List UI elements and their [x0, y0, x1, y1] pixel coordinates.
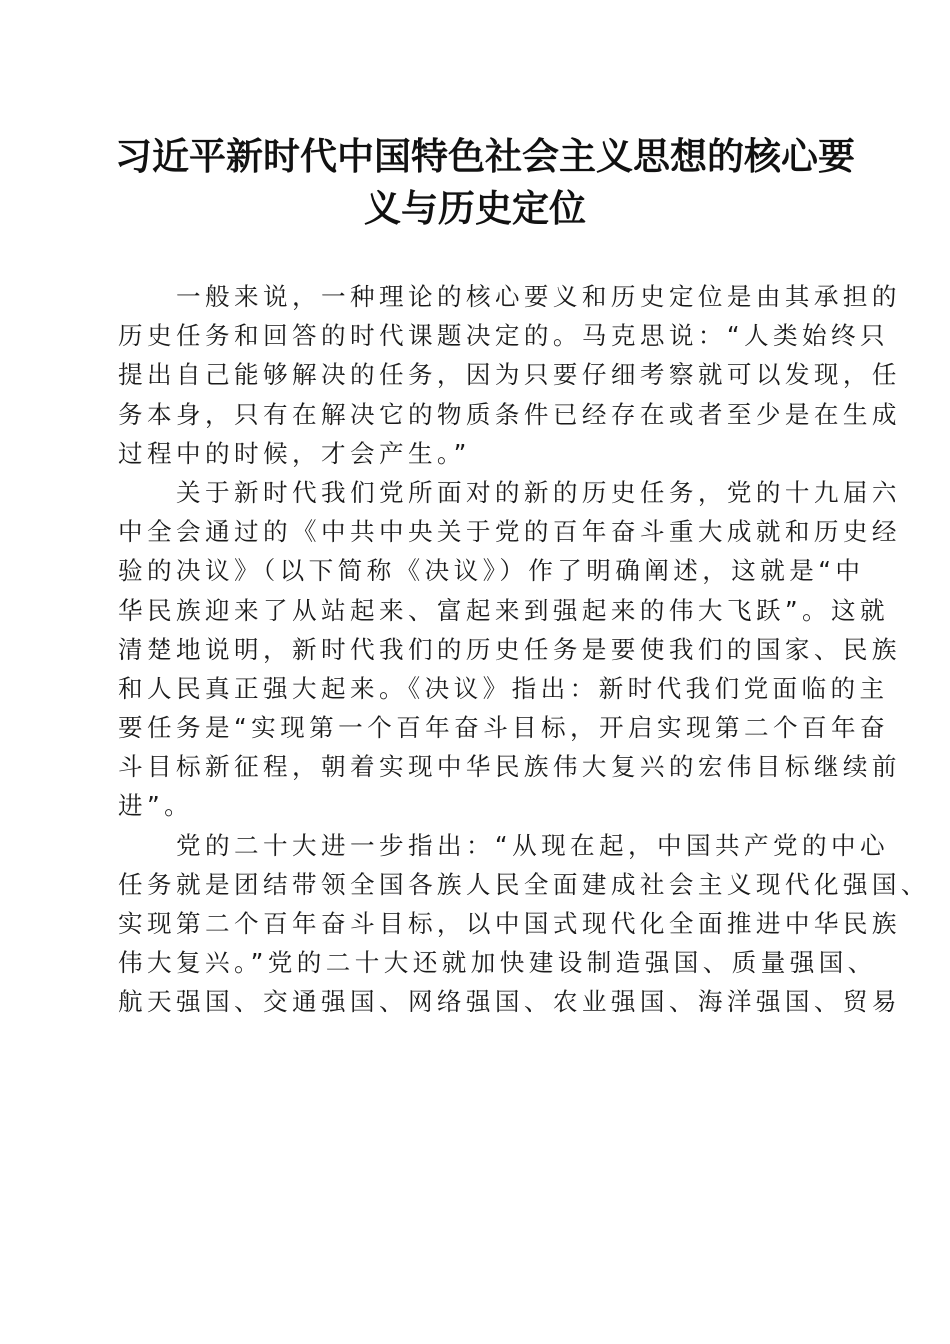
text-line: 伟大复兴。”党的二十大还就加快建设制造强国、质量强国、 — [118, 948, 877, 978]
document-title — [115, 130, 855, 234]
text-line: 华民族迎来了从站起来、富起来到强起来的伟大飞跃”。这就 — [118, 595, 889, 625]
text-line: 务本身，只有在解决它的物质条件已经存在或者至少是在生成 — [118, 399, 901, 429]
paragraph-2 — [118, 473, 901, 826]
text-line: 提出自己能够解决的任务，因为只要仔细考察就可以发现，任 — [118, 360, 901, 390]
text-line: 要任务是“实现第一个百年奋斗目标，开启实现第二个百年奋 — [118, 713, 889, 743]
text-line: 党的二十大进一步指出：“从现在起，中国共产党的中心 — [176, 830, 889, 860]
title-line-1: 习近平新时代中国特色社会主义思想的核心要 — [115, 134, 855, 178]
text-line: 过程中的时候，才会产生。” — [118, 438, 471, 468]
text-line: 和人民真正强大起来。《决议》指出：新时代我们党面临的主 — [118, 673, 889, 703]
title-line-2: 义与历史定位 — [364, 186, 586, 230]
text-line: 进”。 — [118, 791, 194, 821]
text-line: 斗目标新征程，朝着实现中华民族伟大复兴的宏伟目标继续前 — [118, 752, 901, 782]
text-line: 清楚地说明，新时代我们的历史任务是要使我们的国家、民族 — [118, 634, 901, 664]
text-line: 验的决议》（以下简称《决议》）作了明确阐述，这就是“中 — [118, 556, 865, 586]
text-line: 关于新时代我们党所面对的新的历史任务，党的十九届六 — [176, 477, 901, 507]
text-line: 实现第二个百年奋斗目标，以中国式现代化全面推进中华民族 — [118, 909, 901, 938]
document-body — [118, 277, 930, 1022]
text-line: 一般来说，一种理论的核心要义和历史定位是由其承担的 — [176, 282, 901, 311]
text-line: 历史任务和回答的时代课题决定的。马克思说：“人类始终只 — [118, 321, 889, 351]
text-line: 任务就是团结带领全国各族人民全面建成社会主义现代化强国、 — [118, 869, 930, 899]
paragraph-1 — [118, 277, 901, 473]
text-line: 中全会通过的《中共中央关于党的百年奋斗重大成就和历史经 — [118, 517, 901, 547]
paragraph-3 — [118, 826, 930, 1022]
text-line: 航天强国、交通强国、网络强国、农业强国、海洋强国、贸易 — [118, 987, 901, 1017]
